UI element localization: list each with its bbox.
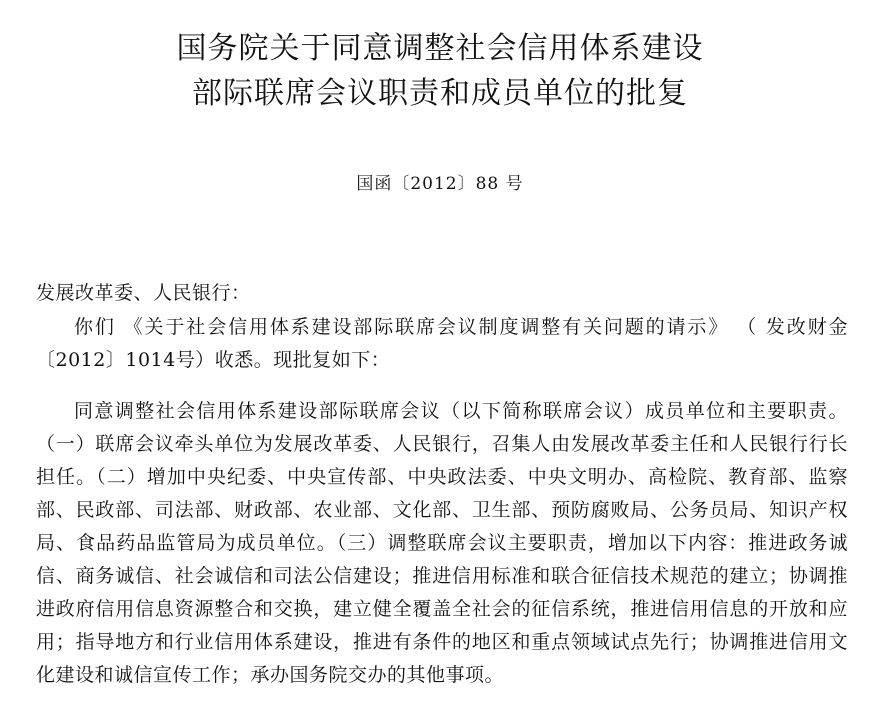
document-title-line-2: 部际联席会议职责和成员单位的批复 bbox=[192, 76, 688, 111]
addressee: 发展改革委、人民银行： bbox=[36, 282, 251, 304]
paragraph-request-reference: 你们 《关于社会信用体系建设部际联席会议制度调整有关问题的请示》 （ 发改财金〔2012〕1014号）收悉。现批复如下： bbox=[36, 316, 848, 371]
document-number: 国函〔2012〕88 号 bbox=[356, 174, 524, 194]
document-title-line-1: 国务院关于同意调整社会信用体系建设 bbox=[176, 31, 704, 66]
paragraph-approval-content: 同意调整社会信用体系建设部际联席会议（以下简称联席会议）成员单位和主要职责。（一）联席会议牵头单位为发展改革委、人民银行，召集人由发展改革委主任和人民银行行长担任。（二）增加中央纪委、中央宣传部、中央政法委、中央文明办、高检院、教育部、监察部、民政部、司法部、财政部、农业部、文化部、卫生部、预防腐败局、公务员局、知识产权局、食品药品监管局为成员单位。（三）调整联席会议主要职责，增加以下内容：推进政务诚信、商务诚信、社会诚信和司法公信建设；推进信用标准和联合征信技术规范的建立；协调推进政府信用信息资源整合和交换，建立健全覆盖全社会的征信系统，推进信用信息的开放和应用；指导地方和行业信用体系建设，推进有条件的地区和重点领域试点先行；协调推进信用文化建设和诚信宣传工作；承办国务院交办的其他事项。 bbox=[36, 400, 848, 686]
